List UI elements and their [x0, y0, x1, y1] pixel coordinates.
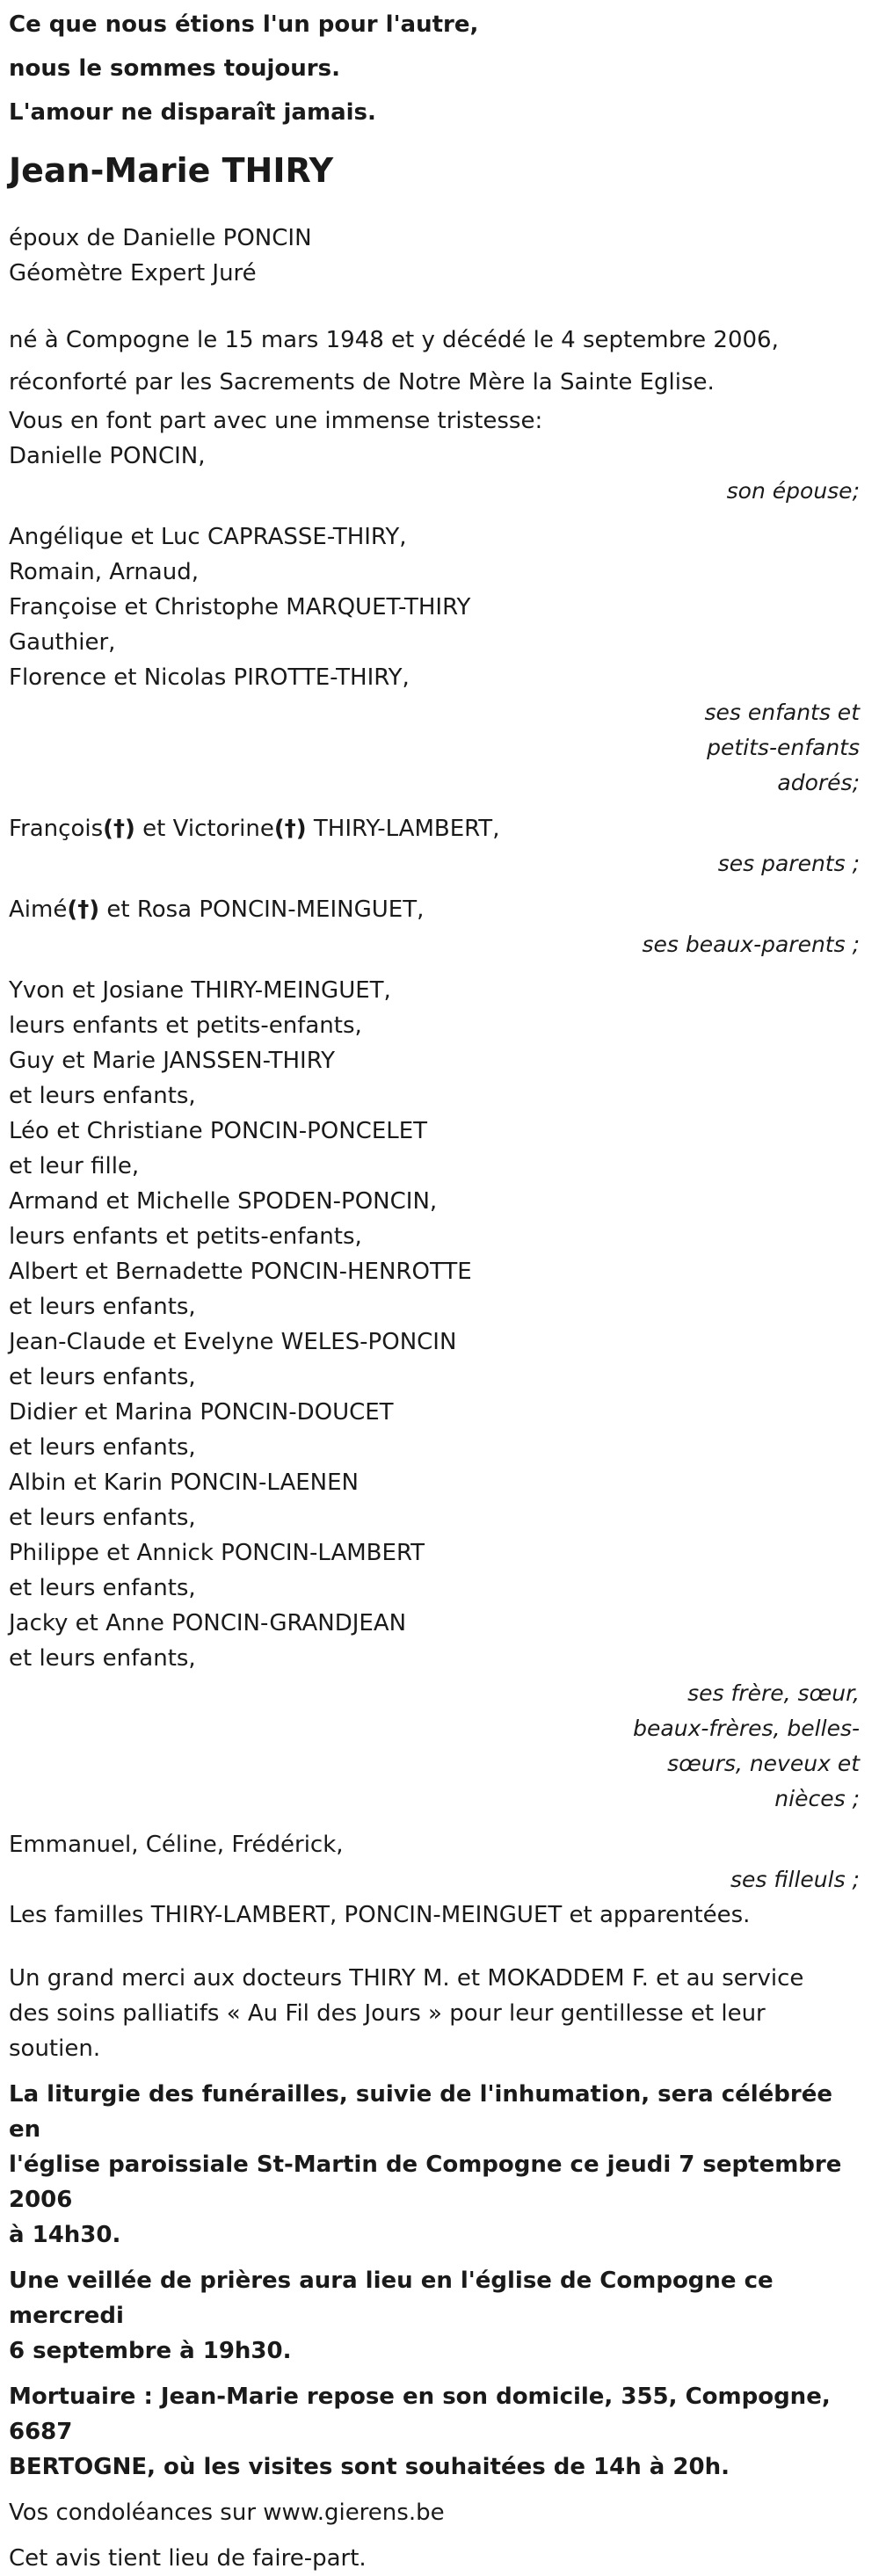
cross-icon: (†): [67, 896, 100, 923]
mortuary-line: BERTOGNE, où les visites sont souhaitées de 14h à 20h.: [9, 2454, 730, 2480]
cross-icon: (†): [103, 816, 135, 842]
list-item: Philippe et Annick PONCIN-LAMBERT: [9, 1540, 425, 1566]
opening-quote: [9, 0, 870, 134]
funeral-line: La liturgie des funérailles, suivie de l'inhumation, sera célébrée en: [9, 2081, 832, 2143]
quote-line: nous le sommes toujours.: [9, 55, 340, 82]
cross-icon: (†): [273, 816, 307, 842]
relation-line: ses frère, sœur,: [687, 1680, 860, 1706]
vigil-paragraph: [9, 2263, 870, 2369]
list-item: Albert et Bernadette PONCIN-HENROTTE: [9, 1259, 472, 1285]
list-item: Angélique et Luc CAPRASSE-THIRY,: [9, 524, 407, 550]
list-item: Françoise et Christophe MARQUET-THIRY: [9, 594, 471, 620]
list-item: et leurs enfants,: [9, 1294, 196, 1320]
deceased-name: Jean-Marie THIRY: [9, 151, 334, 190]
parents-in-law-relation: ses beaux-parents ;: [642, 932, 860, 957]
relation-line: nièces ;: [774, 1786, 860, 1811]
list-item: et leurs enfants,: [9, 1434, 196, 1461]
thanks-line: des soins palliatifs « Au Fil des Jours » pour leur gentillesse et leur: [9, 2000, 766, 2027]
list-item: Léo et Christiane PONCIN-PONCELET: [9, 1118, 428, 1144]
children-list: [9, 519, 870, 695]
godchildren-names: Emmanuel, Céline, Frédérick,: [9, 1832, 344, 1858]
godchildren-relation: ses filleuls ;: [730, 1867, 860, 1892]
title-line: époux de Danielle PONCIN: [9, 225, 312, 251]
quote-line: Ce que nous étions l'un pour l'autre,: [9, 11, 479, 38]
relation-line: adorés;: [777, 770, 860, 795]
condolences-text: Vos condoléances sur www.gierens.be: [9, 2500, 445, 2526]
relation-line: sœurs, neveux et: [667, 1751, 860, 1776]
titles: [9, 221, 870, 291]
spouse-name: Danielle PONCIN,: [9, 443, 206, 469]
birth-death-info: [9, 319, 870, 474]
parents-line: [9, 811, 870, 846]
list-item: Florence et Nicolas PIROTTE-THIRY,: [9, 664, 410, 691]
relation-line: ses enfants et: [704, 700, 860, 725]
funeral-paragraph: [9, 2077, 870, 2253]
relation-line: beaux-frères, belles-: [633, 1716, 860, 1741]
closing-text: Cet avis tient lieu de faire-part.: [9, 2545, 367, 2572]
quote-line: L'amour ne disparaît jamais.: [9, 99, 376, 126]
father-in-law-name: Aimé: [9, 896, 68, 923]
list-item: Yvon et Josiane THIRY-MEINGUET,: [9, 977, 391, 1004]
parents-family: THIRY-LAMBERT,: [313, 816, 500, 842]
list-item: Guy et Marie JANSSEN-THIRY: [9, 1048, 335, 1074]
vigil-line: Une veillée de prières aura lieu en l'église de Compogne ce mercredi: [9, 2268, 774, 2329]
closing-line: [9, 2541, 870, 2576]
funeral-line: l'église paroissiale St-Martin de Compogne ce jeudi 7 septembre 2006: [9, 2152, 842, 2213]
siblings-list: [9, 973, 870, 1676]
spouse-relation: son épouse;: [726, 478, 860, 504]
list-item: Gauthier,: [9, 629, 116, 656]
list-item: Jacky et Anne PONCIN-GRANDJEAN: [9, 1610, 407, 1636]
thanks-paragraph: [9, 1961, 870, 2066]
parents-in-law-rest: et Rosa PONCIN-MEINGUET,: [106, 896, 425, 923]
families-text: Les familles THIRY-LAMBERT, PONCIN-MEINGUET et apparentées.: [9, 1902, 751, 1928]
list-item: Albin et Karin PONCIN-LAENEN: [9, 1469, 359, 1496]
announcement-intro: Vous en font part avec une immense tristesse:: [9, 408, 543, 434]
thanks-line: Un grand merci aux docteurs THIRY M. et MOKADDEM F. et au service: [9, 1965, 804, 1992]
vigil-line: 6 septembre à 19h30.: [9, 2338, 292, 2364]
list-item: leurs enfants et petits-enfants,: [9, 1223, 362, 1250]
godchildren-line: [9, 1827, 870, 1862]
parents-in-law-line: [9, 892, 870, 927]
list-item: et leurs enfants,: [9, 1083, 196, 1109]
title-line: Géomètre Expert Juré: [9, 260, 257, 287]
list-item: Jean-Claude et Evelyne WELES-PONCIN: [9, 1329, 457, 1355]
birth-death-line: né à Compogne le 15 mars 1948 et y décédé le 4 septembre 2006,: [9, 327, 779, 353]
funeral-line: à 14h30.: [9, 2222, 121, 2248]
children-relation: [9, 695, 870, 801]
mortuary-line: Mortuaire : Jean-Marie repose en son domicile, 355, Compogne, 6687: [9, 2384, 831, 2445]
siblings-relation: [9, 1676, 870, 1817]
mortuary-paragraph: [9, 2379, 870, 2485]
list-item: leurs enfants et petits-enfants,: [9, 1012, 362, 1039]
mother-name: et Victorine: [142, 816, 274, 842]
father-name: François: [9, 816, 104, 842]
parents-relation: ses parents ;: [717, 851, 860, 876]
thanks-line: soutien.: [9, 2035, 101, 2062]
list-item: et leurs enfants,: [9, 1364, 196, 1390]
sacraments-line: réconforté par les Sacrements de Notre Mère la Sainte Eglise.: [9, 369, 715, 395]
relation-line: petits-enfants: [707, 735, 860, 760]
list-item: et leurs enfants,: [9, 1575, 196, 1601]
list-item: et leurs enfants,: [9, 1505, 196, 1531]
list-item: Didier et Marina PONCIN-DOUCET: [9, 1399, 394, 1426]
list-item: Armand et Michelle SPODEN-PONCIN,: [9, 1188, 438, 1215]
list-item: Romain, Arnaud,: [9, 559, 199, 585]
families-line: [9, 1898, 870, 1933]
list-item: et leur fille,: [9, 1153, 140, 1179]
condolences-line: [9, 2495, 870, 2530]
list-item: et leurs enfants,: [9, 1645, 196, 1672]
